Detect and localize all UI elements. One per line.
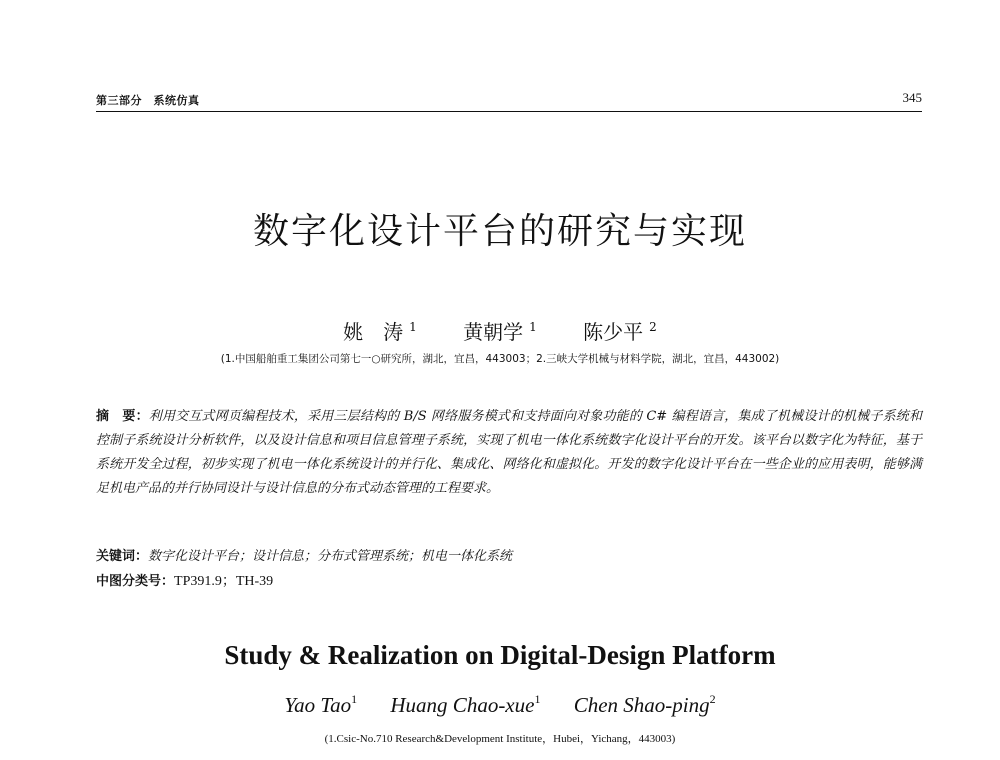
page-number: 345: [902, 90, 922, 105]
author-name: 黄朝学: [463, 320, 524, 344]
author-cn: [343, 316, 417, 345]
author-cn: [583, 316, 657, 345]
author-name: Huang Chao-xue: [390, 693, 535, 717]
keywords-label: 关键词：: [96, 549, 149, 564]
author-affil-mark: 2: [649, 320, 657, 334]
author-cn: [463, 316, 537, 345]
classification-code: TP391.9；TH-39: [174, 574, 274, 589]
author-name: Yao Tao: [284, 693, 352, 717]
running-header-section: 第三部分 系统仿真: [96, 94, 200, 107]
keywords-text: 数字化设计平台；设计信息；分布式管理系统；机电一体化系统: [148, 549, 513, 564]
affiliation-cn: (1.中国船舶重工集团公司第七一○研究所，湖北，宜昌，443003；2.三峡大学机械与材料学院，湖北，宜昌，443002): [220, 353, 780, 365]
authors-en: [0, 692, 1000, 718]
author-affil-mark: 1: [534, 692, 541, 706]
abstract-text: 利用交互式网页编程技术，采用三层结构的 B/S 网络服务模式和支持面向对象功能的 C# 编程语言，集成了机械设计的机械子系统和控制子系统设计分析软件，以及设计信息和项目信息管理子系统，实现了机电一体化系统数字化设计平台的开发。该平台以数字化为特征，基于系统开发全过程，初步实现了机电一体化系统设计的并行化、集成化、网络化和虚拟化。开发的数字化设计平台在一些企业的应用表明，能够满足机电产品的并行协同设计与设计信息的分布式动态管理的工程要求。: [96, 409, 922, 496]
abstract-cn: [96, 405, 922, 501]
authors-cn: [0, 316, 1000, 345]
paper-title-en: Study & Realization on Digital-Design Platform: [224, 640, 776, 670]
author-affil-mark: 1: [529, 320, 537, 334]
author-name: 姚 涛: [343, 320, 404, 344]
author-affil-mark: 1: [351, 692, 358, 706]
abstract-label: 摘 要：: [96, 409, 149, 424]
classification-label: 中图分类号：: [96, 574, 175, 589]
running-header: [96, 92, 922, 110]
author-affil-mark: 2: [709, 692, 716, 706]
author-name: Chen Shao-ping: [573, 693, 710, 717]
keywords-line: [96, 545, 922, 564]
header-rule: [96, 111, 922, 112]
author-name: 陈少平: [583, 320, 644, 344]
author-en: [574, 692, 716, 718]
author-affil-mark: 1: [409, 320, 417, 334]
paper-title-cn: 数字化设计平台的研究与实现: [252, 211, 747, 252]
classification-line: [96, 570, 922, 590]
affiliation-en: (1.Csic-No.710 Research&Development Institute，Hubei，Yichang，443003): [324, 733, 676, 745]
author-en: [390, 692, 540, 718]
author-en: [284, 692, 357, 718]
